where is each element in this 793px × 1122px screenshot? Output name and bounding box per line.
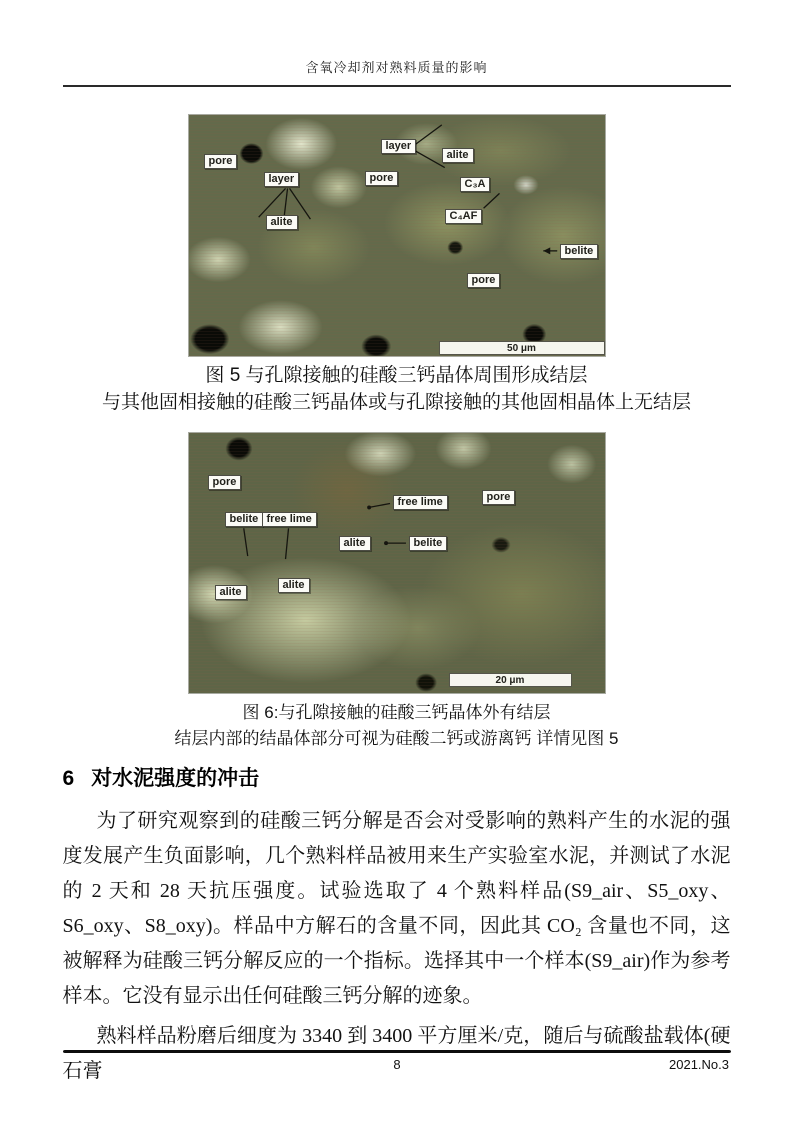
annotation-label-pore: pore	[482, 490, 516, 505]
annotation-label-pore: pore	[208, 475, 242, 490]
leader-lines	[189, 433, 605, 693]
figure-6-caption-line2: 结层内部的结晶体部分可视为硅酸二钙或游离钙 详情见图 5	[174, 729, 619, 748]
annotation-label-alite: alite	[339, 536, 371, 551]
annotation-label-belite: belite	[409, 536, 448, 551]
annotation-label-c3a: C₃A	[460, 177, 491, 192]
annotation-label-alite: alite	[215, 585, 247, 600]
figure-6-caption-line1: 图 6:与孔隙接触的硅酸三钙晶体外有结层	[242, 703, 551, 722]
scale-bar-20um: 20 μm	[449, 673, 572, 687]
figure-5-caption	[0, 362, 793, 416]
figure-6-micrograph	[188, 432, 606, 694]
annotation-label-layer: layer	[264, 172, 300, 187]
body-paragraph-2: 熟料样品粉磨后细度为 3340 到 3400 平方厘米/克，随后与硫酸盐载体(硬石膏	[62, 1025, 731, 1082]
annotation-label-free-lime: free lime	[262, 512, 317, 527]
figure-5-caption-line1: 图 5 与孔隙接触的硅酸三钙晶体周围形成结层	[205, 365, 588, 386]
annotation-label-belite: belite	[560, 244, 599, 259]
page-number: 8	[393, 1057, 401, 1072]
annotation-label-alite: alite	[442, 148, 474, 163]
page-header-title: 含氧冷却剂对熟料质量的影响	[305, 60, 488, 75]
header-rule	[63, 85, 731, 87]
annotation-label-pore: pore	[467, 273, 501, 288]
annotation-label-pore: pore	[365, 171, 399, 186]
annotation-label-belite: belite	[225, 512, 264, 527]
figure-5-micrograph	[188, 114, 606, 357]
annotation-label-c4af: C₄AF	[445, 209, 483, 224]
figure-5-caption-line2: 与其他固相接触的硅酸三钙晶体或与孔隙接触的其他固相晶体上无结层	[101, 392, 691, 413]
figure-6-caption	[0, 700, 793, 752]
scale-bar-50um: 50 μm	[439, 341, 605, 355]
annotation-label-layer: layer	[381, 139, 417, 154]
section-number: 6	[62, 767, 75, 790]
annotation-label-alite: alite	[278, 578, 310, 593]
section-title: 对水泥强度的冲击	[91, 767, 260, 790]
section-heading	[63, 762, 731, 792]
footer-rule	[63, 1050, 731, 1053]
body-paragraph-1: 为了研究观察到的硅酸三钙分解是否会对受影响的熟料产生的水泥的强度发展产生负面影响，几个熟料样品被用来生产实验室水泥，并测试了水泥的 2 天和 28 天抗压强度。试验选取了 4 个熟料样品(S9_air、S5_oxy、S6_oxy、S8_oxy)。样品中方解石的含量不同，因此其 CO₂ 含量也不同，这被解释为硅酸三钙分解反应的一个指标。选择其中一个样本(S9_air)作为参考样本。它没有显示出任何硅酸三钙分解的迹象。	[62, 810, 731, 1007]
annotation-label-pore: pore	[204, 154, 238, 169]
annotation-label-free-lime: free lime	[393, 495, 448, 510]
issue-number: 2021.No.3	[669, 1057, 729, 1072]
annotation-label-alite: alite	[266, 215, 298, 230]
body-text	[63, 804, 731, 1089]
